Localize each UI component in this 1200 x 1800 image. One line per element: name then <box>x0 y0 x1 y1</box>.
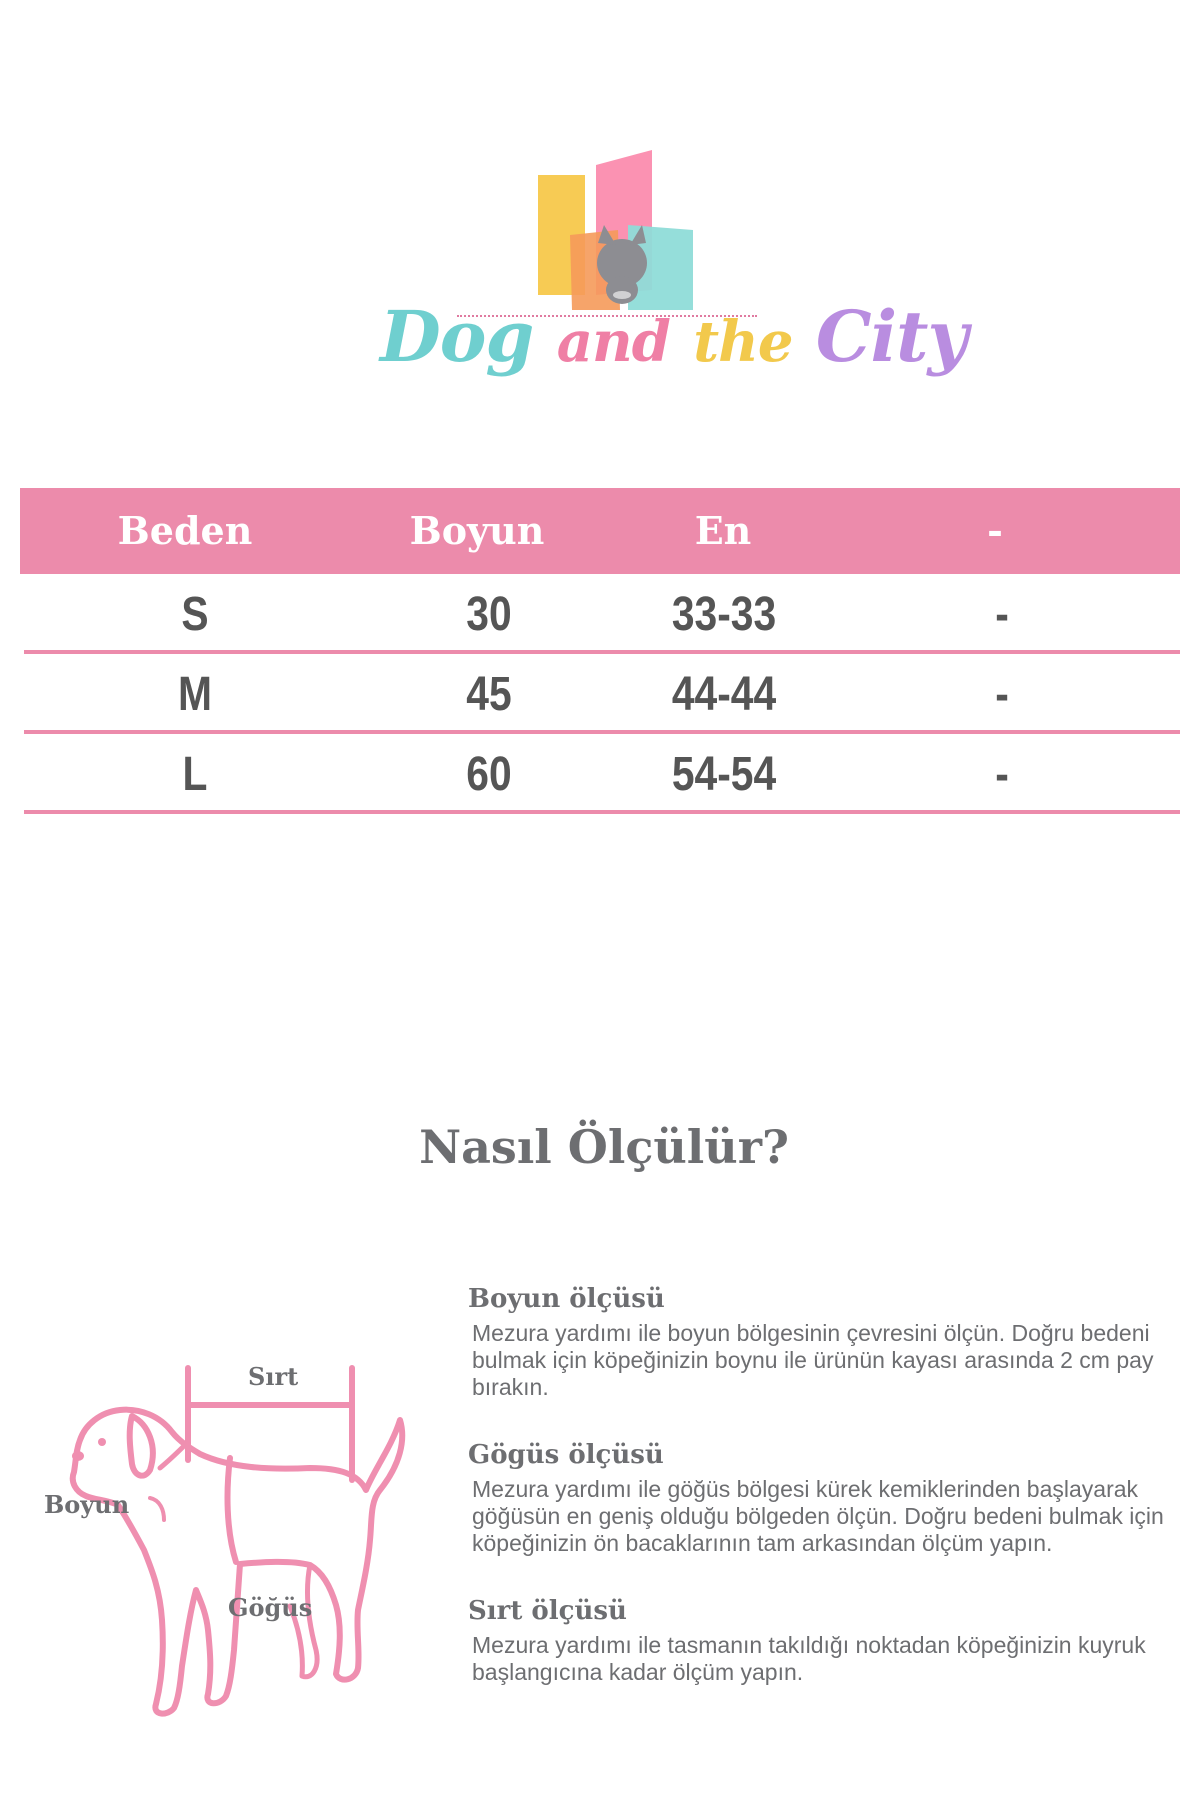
size-cell: S <box>181 588 209 641</box>
instruction-text: Mezura yardımı ile göğüs bölgesi kürek kemiklerinden başlayarak göğüsün en geniş olduğu bölgeden ölçün. Doğru bedeni bulmak için köpeğinizin ön bacaklarının tam arkasından ölçüm yapın. <box>472 1476 1164 1556</box>
header-beden: Beden <box>117 508 253 553</box>
label-back: Sırt <box>248 1362 299 1391</box>
header-en: En <box>694 508 752 553</box>
size-cell: M <box>178 668 212 721</box>
table-row <box>24 654 1180 734</box>
dog-outline-icon <box>40 1350 440 1720</box>
instruction-title: Gögüs ölçüsü <box>468 1440 664 1470</box>
instruction-text: Mezura yardımı ile tasmanın takıldığı noktadan köpeğinizin kuyruk başlangıcına kadar ölçüm yapın. <box>472 1632 1146 1685</box>
brand-name: Dog and the City <box>380 295 968 378</box>
how-to-measure-title: Nasıl Ölçülür? <box>419 1120 789 1174</box>
brand-logo <box>360 145 968 405</box>
table-header-row <box>20 488 1180 574</box>
size-cell: L <box>182 748 208 801</box>
instruction-back <box>468 1596 1168 1686</box>
label-neck: Boyun <box>44 1490 130 1519</box>
neck-cell: 60 <box>466 748 512 801</box>
extra-cell: - <box>995 748 1009 801</box>
instruction-title: Boyun ölçüsü <box>468 1284 665 1314</box>
table-row <box>24 574 1180 654</box>
neck-cell: 45 <box>466 668 512 721</box>
extra-cell: - <box>995 588 1009 641</box>
instruction-neck <box>468 1284 1168 1401</box>
neck-cell: 30 <box>466 588 512 641</box>
width-cell: 54-54 <box>671 748 777 801</box>
label-chest: Göğüs <box>228 1593 313 1622</box>
header-boyun: Boyun <box>409 508 545 553</box>
header-dash: - <box>987 508 1003 553</box>
dog-measurement-diagram <box>40 1350 440 1725</box>
table-row <box>24 734 1180 814</box>
city-buildings-logo-icon <box>360 145 840 315</box>
extra-cell: - <box>995 668 1009 721</box>
size-table <box>20 488 1180 814</box>
instruction-chest <box>468 1440 1168 1557</box>
width-cell: 33-33 <box>671 588 777 641</box>
instruction-title: Sırt ölçüsü <box>468 1596 627 1626</box>
width-cell: 44-44 <box>671 668 777 721</box>
instruction-text: Mezura yardımı ile boyun bölgesinin çevresini ölçün. Doğru bedeni bulmak için köpeğinizin boynu ile ürünün kayası arasında 2 cm pay bırakın. <box>472 1320 1154 1400</box>
